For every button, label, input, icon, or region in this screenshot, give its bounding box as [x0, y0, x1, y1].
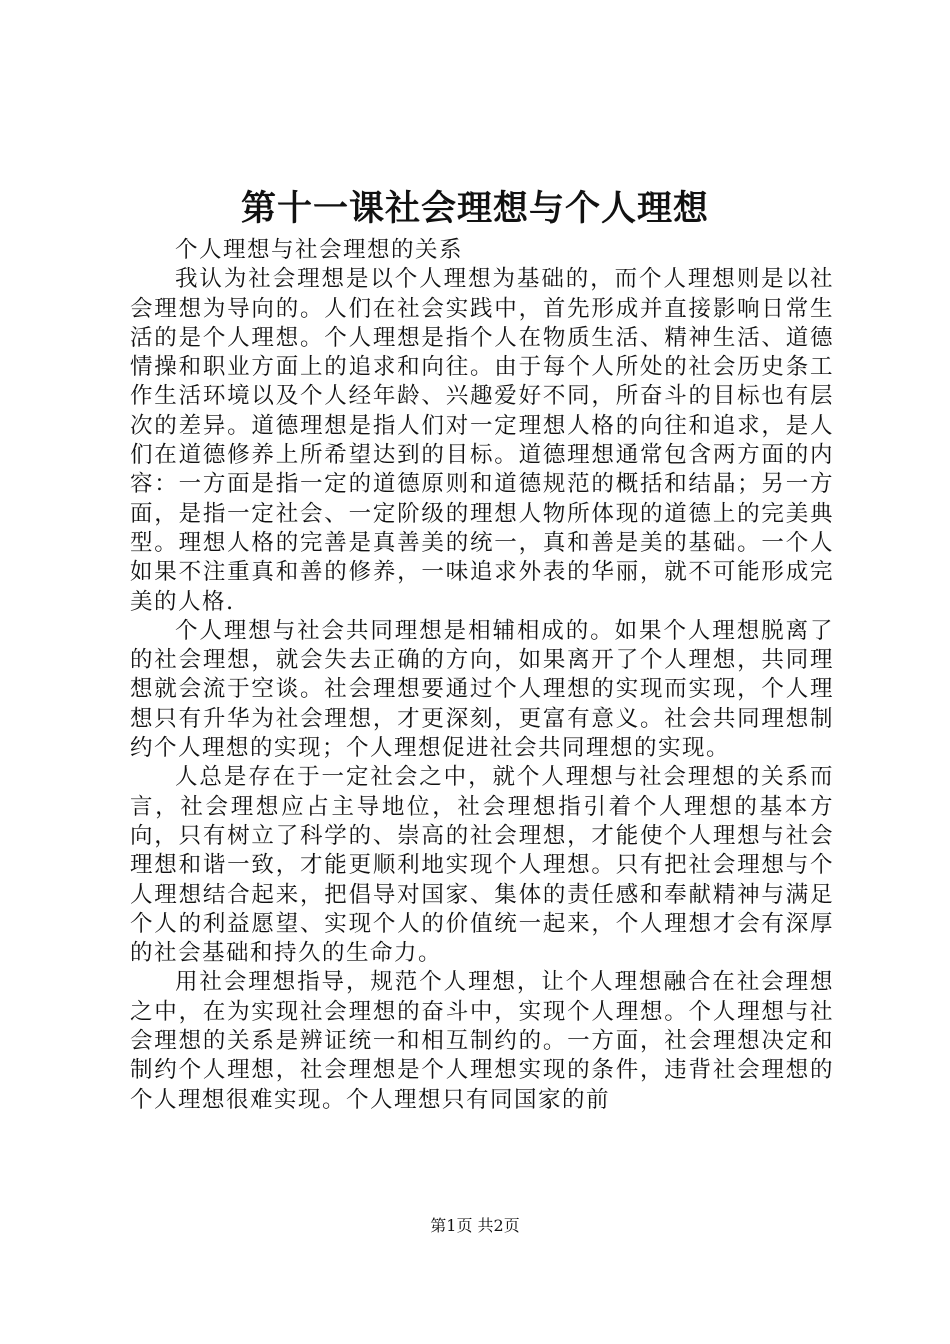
section-subtitle: 个人理想与社会理想的关系 — [175, 237, 464, 263]
paragraph: 用社会理想指导，规范个人理想，让个人理想融合在社会理想之中，在为实现社会理想的奋斗中，实现个人理想。个人理想与社会理想的关系是辨证统一和相互制约的。一方面，社会理想决定和制约个人理想，社会理想是个人理想实现的条件，违背社会理想的个人理想很难实现。个人理想只有同国家的前 — [130, 969, 834, 1113]
document-title: 第十一课社会理想与个人理想 — [240, 188, 709, 229]
paragraph: 人总是存在于一定社会之中，就个人理想与社会理想的关系而言，社会理想应占主导地位，社会理想指引着个人理想的基本方向，只有树立了科学的、崇高的社会理想，才能使个人理想与社会理想和谐一致，才能更顺利地实现个人理想。只有把社会理想与个人理想结合起来，把倡导对国家、集体的责任感和奉献精神与满足个人的利益愿望、实现个人的价值统一起来，个人理想才会有深厚的社会基础和持久的生命力。 — [130, 764, 834, 967]
document-body — [130, 236, 834, 1115]
paragraph: 我认为社会理想是以个人理想为基础的，而个人理想则是以社会理想为导向的。人们在社会实践中，首先形成并直接影响日常生活的是个人理想。个人理想是指个人在物质生活、精神生活、道德情操和职业方面上的追求和向往。由于每个人所处的社会历史条工作生活环境以及个人经年龄、兴趣爱好不同，所奋斗的目标也有层次的差异。道德理想是指人们对一定理想人格的向往和追求，是人们在道德修养上所希望达到的目标。道德理想通常包含两方面的内容：一方面是指一定的道德原则和道德规范的概括和结晶；另一方面，是指一定社会、一定阶级的理想人物所体现的道德上的完美典型。理想人格的完善是真善美的统一，真和善是美的基础。一个人如果不注重真和善的修养，一味追求外表的华丽，就不可能形成完美的人格. — [130, 266, 834, 615]
paragraph: 个人理想与社会共同理想是相辅相成的。如果个人理想脱离了的社会理想，就会失去正确的方向，如果离开了个人理想，共同理想就会流于空谈。社会理想要通过个人理想的实现而实现，个人理想只有升华为社会理想，才更深刻，更富有意义。社会共同理想制约个人理想的实现；个人理想促进社会共同理想的实现。 — [130, 617, 834, 762]
page-number-footer: 第1页 共2页 — [430, 1216, 520, 1235]
